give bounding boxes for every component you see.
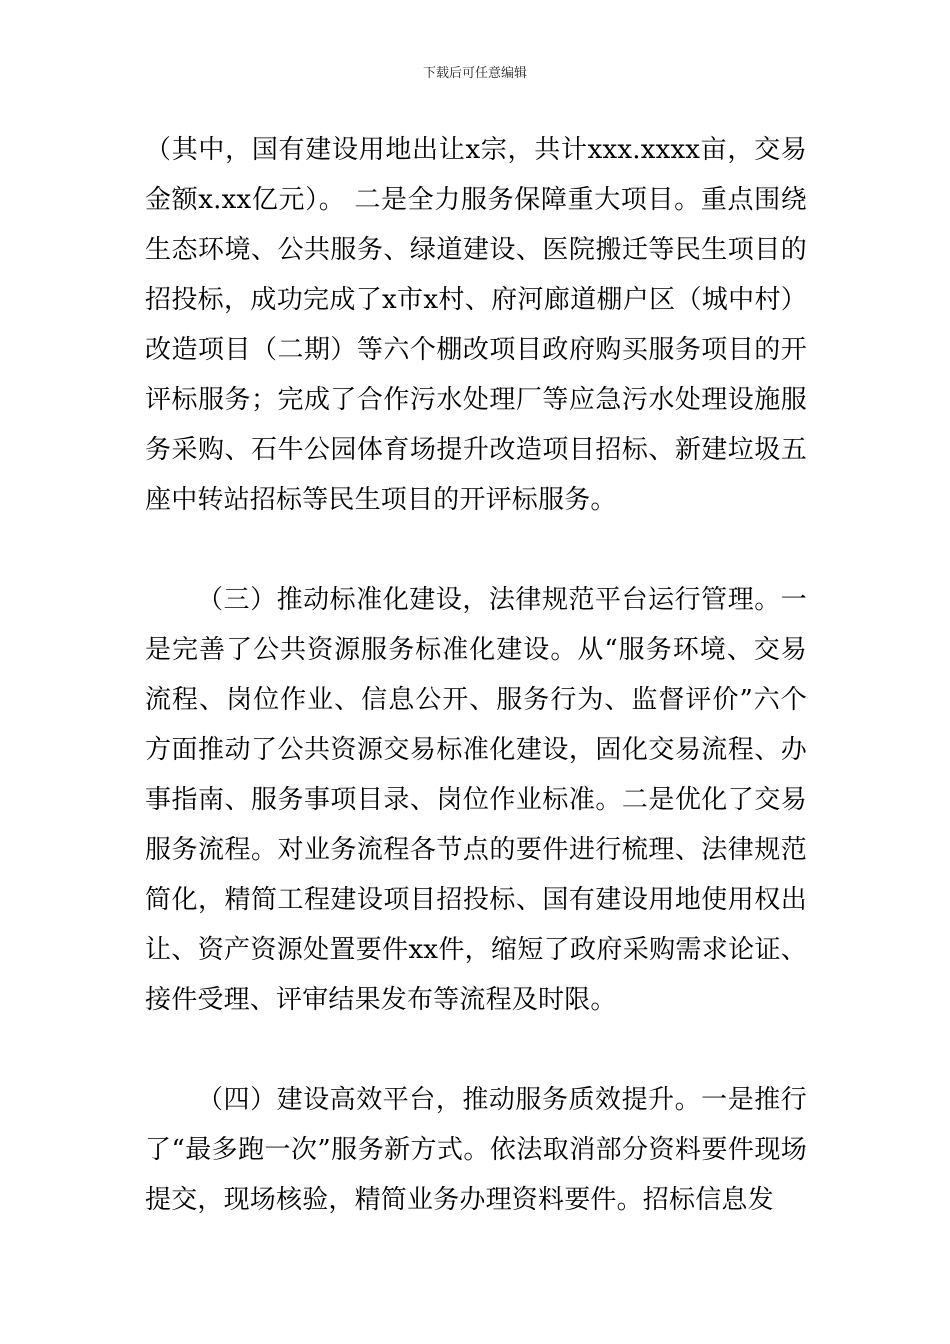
page-header: 下载后可任意编辑 (422, 66, 527, 81)
paragraph-section-three: （三）推动标准化建设，法律规范平台运行管理。一是完善了公共资源服务标准化建设。从“服务环境、交易流程、岗位作业、信息公开、服务行为、监督评价”六个方面推动了公共资源交易标准化建设，固化交易流程、办事指南、服务事项目录、岗位作业标准。二是优化了交易服务流程。对业务流程各节点的要件进行梳理、法律规范简化，精简工程建设项目招投标、国有建设用地使用权出让、资产资源处置要件xx件，缩短了政府采购需求论证、接件受理、评审结果发布等流程及时限。 (145, 585, 807, 1015)
paragraph-continuation: （其中，国有建设用地出让x宗，共计xxx.xxxx亩，交易金额x.xx亿元）。 二是全力服务保障重大项目。重点围绕生态环境、公共服务、绿道建设、医院搬迁等民生项目的招投标，成功完成了x市x村、府河廊道棚户区（城中村）改造项目（二期）等六个棚改项目政府购买服务项目的开评标服务；完成了合作污水处理厂等应急污水处理设施服务采购、石牛公园体育场提升改造项目招标、新建垃圾五座中转站招标等民生项目的开评标服务。 (145, 135, 807, 515)
paragraph-gap (145, 1025, 807, 1075)
paragraph-section-four: （四）建设高效平台，推动服务质效提升。一是推行了“最多跑一次”服务新方式。依法取消部分资料要件现场提交，现场核验，精简业务办理资料要件。招标信息发 (145, 1085, 807, 1215)
document-body (145, 125, 807, 1225)
paragraph-gap (145, 525, 807, 575)
